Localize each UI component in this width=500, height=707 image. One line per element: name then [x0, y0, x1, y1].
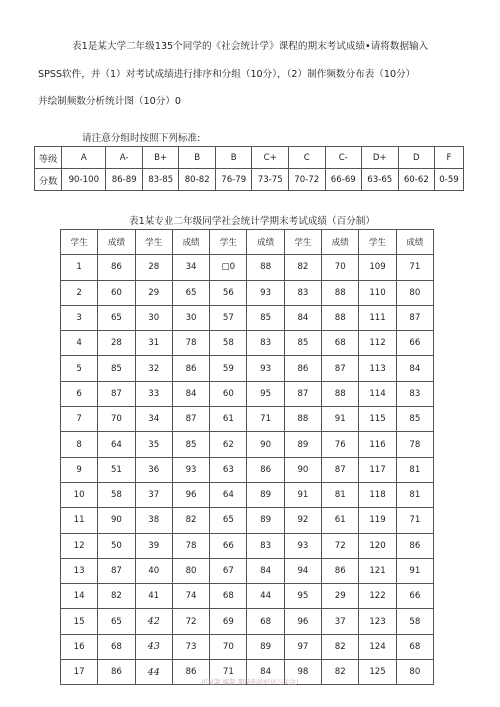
table-row — [61, 584, 434, 609]
student-column-header: 学生 — [135, 230, 172, 255]
student-id-cell: 38 — [135, 508, 172, 533]
student-id-cell: 122 — [359, 584, 396, 609]
student-id-cell: 98 — [284, 660, 321, 685]
student-id-cell: 92 — [284, 508, 321, 533]
student-id-cell: 124 — [359, 634, 396, 659]
student-id-cell: 28 — [135, 255, 172, 280]
student-id-cell: 70 — [210, 634, 247, 659]
score-cell: 83 — [247, 533, 284, 558]
table-row — [61, 407, 434, 432]
score-cell: 28 — [98, 331, 135, 356]
student-id-cell: 91 — [284, 482, 321, 507]
grade-cell: A — [62, 147, 106, 169]
score-cell: 84 — [247, 660, 284, 685]
grade-cell: C+ — [252, 147, 289, 169]
score-cell: 96 — [172, 482, 209, 507]
score-cell: 58 — [396, 609, 433, 634]
score-cell: 85 — [396, 407, 433, 432]
score-cell: 68 — [98, 634, 135, 659]
table-row — [61, 331, 434, 356]
student-id-cell: 120 — [359, 533, 396, 558]
student-id-cell: 96 — [284, 609, 321, 634]
student-id-cell: 94 — [284, 558, 321, 583]
student-id-cell: 123 — [359, 609, 396, 634]
range-cell: 63-65 — [362, 169, 399, 191]
table-row — [61, 609, 434, 634]
student-id-cell: 4 — [61, 331, 98, 356]
student-id-cell: 95 — [284, 584, 321, 609]
intro-line-3: 并绘制频数分析统计图（10分）0 — [38, 96, 182, 107]
score-cell: 89 — [247, 634, 284, 659]
footer-watermark: 可复制 编制 期待你的好评与关注! — [201, 678, 299, 686]
score-cell: 88 — [247, 255, 284, 280]
score-cell: 80 — [396, 660, 433, 685]
score-cell: 90 — [98, 508, 135, 533]
student-id-cell: 10 — [61, 482, 98, 507]
student-id-cell: 12 — [61, 533, 98, 558]
score-cell: 71 — [396, 255, 433, 280]
grade-cell: B — [179, 147, 216, 169]
student-id-cell: 67 — [210, 558, 247, 583]
student-id-cell: 60 — [210, 381, 247, 406]
score-cell: 90 — [247, 432, 284, 457]
score-column-header: 成绩 — [247, 230, 284, 255]
student-id-cell: 68 — [210, 584, 247, 609]
score-cell: 50 — [98, 533, 135, 558]
student-id-cell: 16 — [61, 634, 98, 659]
score-table-caption: 表1某专业二年级同学社会统计学期末考试成绩（百分制） — [129, 216, 375, 227]
score-cell: 65 — [98, 305, 135, 330]
student-id-cell: 64 — [210, 482, 247, 507]
student-id-cell: 115 — [359, 407, 396, 432]
student-id-cell: 88 — [284, 407, 321, 432]
grade-cell: C — [289, 147, 326, 169]
score-cell: 71 — [247, 407, 284, 432]
range-cell: 83-85 — [142, 169, 179, 191]
score-cell: 83 — [396, 381, 433, 406]
score-column-header: 成绩 — [172, 230, 209, 255]
score-cell: 29 — [322, 584, 359, 609]
score-cell: 74 — [172, 584, 209, 609]
score-cell: 87 — [322, 457, 359, 482]
score-cell: 78 — [172, 533, 209, 558]
score-cell: 60 — [98, 280, 135, 305]
range-cell: 76-79 — [215, 169, 252, 191]
intro-line-1: 表1是某大学二年级135个同学的《社会统计学》课程的期末考试成绩•请将数据输入 — [72, 41, 429, 52]
score-cell: 87 — [396, 305, 433, 330]
student-id-cell: 44 — [135, 660, 172, 685]
score-cell: 80 — [396, 280, 433, 305]
score-cell: 70 — [98, 407, 135, 432]
grouping-note: 请注意分组时按照下列标准: — [82, 133, 201, 144]
header-row — [61, 230, 434, 255]
score-cell: 80 — [172, 558, 209, 583]
student-id-cell: 11 — [61, 508, 98, 533]
grade-row — [35, 147, 464, 169]
score-cell: 86 — [98, 255, 135, 280]
student-column-header: 学生 — [61, 230, 98, 255]
student-id-cell: 34 — [135, 407, 172, 432]
grade-cell: F — [435, 147, 464, 169]
score-cell: 78 — [172, 331, 209, 356]
range-cell: 86-89 — [106, 169, 143, 191]
student-id-cell: 125 — [359, 660, 396, 685]
student-id-cell: 87 — [284, 381, 321, 406]
student-id-cell: 58 — [210, 331, 247, 356]
score-cell: 91 — [396, 558, 433, 583]
score-cell: 65 — [98, 609, 135, 634]
score-cell: 87 — [172, 407, 209, 432]
student-id-cell: 113 — [359, 356, 396, 381]
table-row — [61, 432, 434, 457]
intro-line-2: SPSS软件，并（1）对考试成绩进行排序和分组（10分），（2）制作频数分布表（10分） — [38, 69, 416, 80]
range-cell: 0-59 — [435, 169, 464, 191]
table-row — [61, 305, 434, 330]
score-cell: 83 — [247, 331, 284, 356]
range-cell: 70-72 — [289, 169, 326, 191]
student-id-cell: 56 — [210, 280, 247, 305]
score-cell: 87 — [98, 558, 135, 583]
table-row — [61, 634, 434, 659]
student-id-cell: 17 — [61, 660, 98, 685]
student-id-cell: 43 — [135, 634, 172, 659]
student-id-cell: 117 — [359, 457, 396, 482]
score-cell: 93 — [247, 356, 284, 381]
score-cell: 64 — [98, 432, 135, 457]
score-cell: 58 — [98, 482, 135, 507]
score-cell: 82 — [172, 508, 209, 533]
grade-cell: B+ — [142, 147, 179, 169]
score-cell: 84 — [396, 356, 433, 381]
student-id-cell: 119 — [359, 508, 396, 533]
score-cell: 68 — [322, 331, 359, 356]
student-id-cell: 86 — [284, 356, 321, 381]
student-id-cell: 31 — [135, 331, 172, 356]
range-cell: 90-100 — [62, 169, 106, 191]
score-cell: 85 — [172, 432, 209, 457]
score-cell: 86 — [396, 533, 433, 558]
student-id-cell: 69 — [210, 609, 247, 634]
score-cell: 87 — [322, 356, 359, 381]
student-id-cell: 83 — [284, 280, 321, 305]
student-id-cell: 5 — [61, 356, 98, 381]
student-id-cell: 63 — [210, 457, 247, 482]
score-cell: 84 — [247, 558, 284, 583]
student-id-cell: 42 — [135, 609, 172, 634]
table-row — [61, 558, 434, 583]
student-id-cell: 109 — [359, 255, 396, 280]
student-id-cell: 37 — [135, 482, 172, 507]
score-cell: 44 — [247, 584, 284, 609]
score-cell: 81 — [396, 457, 433, 482]
score-column-header: 成绩 — [322, 230, 359, 255]
student-id-cell: 40 — [135, 558, 172, 583]
student-id-cell: 36 — [135, 457, 172, 482]
score-cell: 95 — [247, 381, 284, 406]
table-row — [61, 508, 434, 533]
score-cell: 73 — [172, 634, 209, 659]
student-id-cell: 97 — [284, 634, 321, 659]
student-id-cell: 35 — [135, 432, 172, 457]
score-cell: 82 — [322, 660, 359, 685]
student-id-cell: 29 — [135, 280, 172, 305]
score-cell: 81 — [396, 482, 433, 507]
score-cell: 68 — [396, 634, 433, 659]
score-cell: 86 — [172, 660, 209, 685]
student-id-cell: 8 — [61, 432, 98, 457]
student-id-cell: 90 — [284, 457, 321, 482]
student-id-cell: 121 — [359, 558, 396, 583]
score-cell: 88 — [322, 381, 359, 406]
range-cell: 73-75 — [252, 169, 289, 191]
grade-cell: D+ — [362, 147, 399, 169]
grade-standard-table — [34, 146, 464, 191]
range-row — [35, 169, 464, 191]
score-cell: 30 — [172, 305, 209, 330]
score-cell: 37 — [322, 609, 359, 634]
score-cell: 84 — [172, 381, 209, 406]
score-cell: 86 — [172, 356, 209, 381]
student-id-cell: 71 — [210, 660, 247, 685]
student-id-cell: 116 — [359, 432, 396, 457]
student-id-cell: 3 — [61, 305, 98, 330]
student-id-cell: 111 — [359, 305, 396, 330]
score-cell: 70 — [322, 255, 359, 280]
score-cell: 91 — [322, 407, 359, 432]
student-id-cell: 114 — [359, 381, 396, 406]
score-cell: 82 — [98, 584, 135, 609]
score-cell: 71 — [396, 508, 433, 533]
table-row — [61, 533, 434, 558]
student-id-cell: 57 — [210, 305, 247, 330]
grade-cell: C- — [325, 147, 362, 169]
table-row — [61, 482, 434, 507]
table-row — [61, 356, 434, 381]
score-cell: 72 — [322, 533, 359, 558]
score-cell: 65 — [172, 280, 209, 305]
table-row — [61, 381, 434, 406]
student-id-cell: 39 — [135, 533, 172, 558]
student-id-cell: 66 — [210, 533, 247, 558]
student-id-cell: 82 — [284, 255, 321, 280]
score-cell: 66 — [396, 331, 433, 356]
student-id-cell: 30 — [135, 305, 172, 330]
student-id-cell: 110 — [359, 280, 396, 305]
student-id-cell: 1 — [61, 255, 98, 280]
score-cell: 86 — [247, 457, 284, 482]
table-row — [61, 457, 434, 482]
student-id-cell: 33 — [135, 381, 172, 406]
score-cell: 76 — [322, 432, 359, 457]
student-id-cell: 62 — [210, 432, 247, 457]
score-cell: 93 — [172, 457, 209, 482]
student-id-cell: 59 — [210, 356, 247, 381]
range-cell: 60-62 — [398, 169, 435, 191]
score-cell: 68 — [247, 609, 284, 634]
score-cell: 88 — [322, 280, 359, 305]
score-cell: 93 — [247, 280, 284, 305]
score-cell: 82 — [322, 634, 359, 659]
student-id-cell: 13 — [61, 558, 98, 583]
range-cell: 80-82 — [179, 169, 216, 191]
score-cell: 89 — [247, 508, 284, 533]
score-column-header: 成绩 — [98, 230, 135, 255]
score-cell: 89 — [247, 482, 284, 507]
score-cell: 87 — [98, 381, 135, 406]
range-row-header: 分数 — [35, 169, 62, 191]
student-id-cell: 65 — [210, 508, 247, 533]
student-id-cell: 6 — [61, 381, 98, 406]
grade-row-header: 等级 — [35, 147, 62, 169]
grade-cell: D — [398, 147, 435, 169]
table-row — [61, 255, 434, 280]
table-row — [61, 280, 434, 305]
score-cell: 85 — [98, 356, 135, 381]
score-cell: 72 — [172, 609, 209, 634]
student-id-cell: 32 — [135, 356, 172, 381]
score-cell: 51 — [98, 457, 135, 482]
student-id-cell: 85 — [284, 331, 321, 356]
student-id-cell: 15 — [61, 609, 98, 634]
score-column-header: 成绩 — [396, 230, 433, 255]
student-id-cell: 84 — [284, 305, 321, 330]
student-id-cell: 118 — [359, 482, 396, 507]
grade-cell: B — [215, 147, 252, 169]
student-id-cell: 61 — [210, 407, 247, 432]
student-id-cell: 14 — [61, 584, 98, 609]
student-column-header: 学生 — [284, 230, 321, 255]
student-id-cell: 2 — [61, 280, 98, 305]
student-id-cell: 9 — [61, 457, 98, 482]
student-id-cell: □0 — [210, 255, 247, 280]
score-cell: 66 — [396, 584, 433, 609]
score-cell: 34 — [172, 255, 209, 280]
student-id-cell: 41 — [135, 584, 172, 609]
student-id-cell: 112 — [359, 331, 396, 356]
student-id-cell: 7 — [61, 407, 98, 432]
score-cell: 61 — [322, 508, 359, 533]
score-cell: 86 — [322, 558, 359, 583]
student-id-cell: 93 — [284, 533, 321, 558]
grade-cell: A- — [106, 147, 143, 169]
student-id-cell: 89 — [284, 432, 321, 457]
student-column-header: 学生 — [359, 230, 396, 255]
score-cell: 78 — [396, 432, 433, 457]
score-cell: 81 — [322, 482, 359, 507]
student-column-header: 学生 — [210, 230, 247, 255]
score-cell: 86 — [98, 660, 135, 685]
score-cell: 88 — [322, 305, 359, 330]
range-cell: 66-69 — [325, 169, 362, 191]
score-table — [60, 229, 434, 685]
score-cell: 85 — [247, 305, 284, 330]
